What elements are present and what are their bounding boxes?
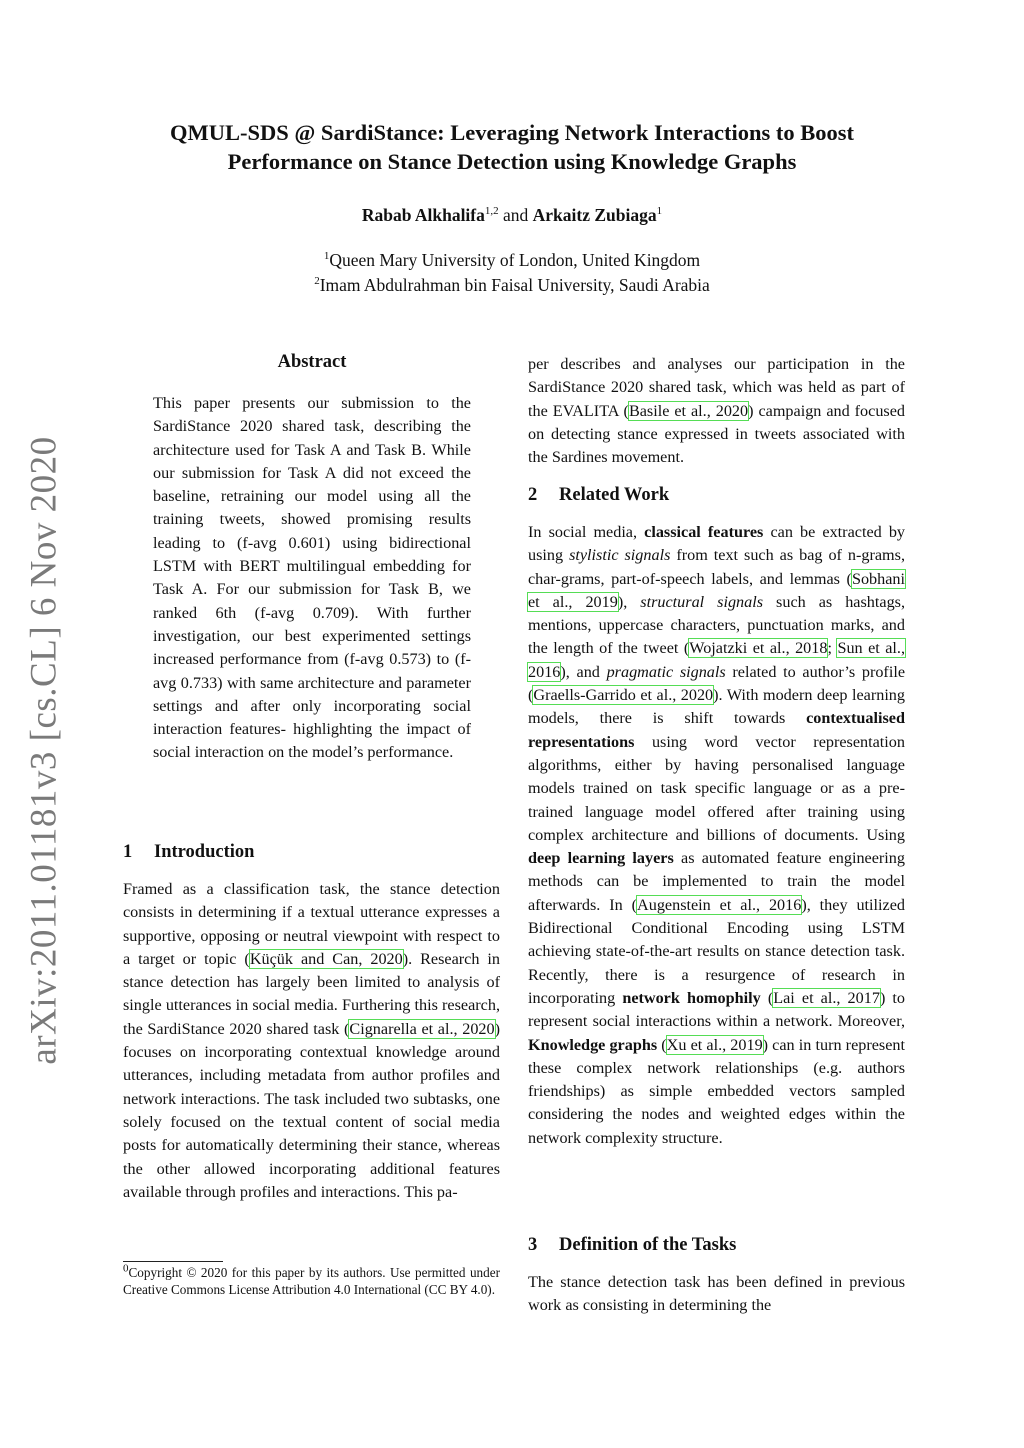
arxiv-id: arXiv:2011.01181v3 [cs.CL] 6 Nov 2020 <box>23 435 65 1065</box>
text-run: ), they utilized Bidirectional Conditional Encoding using LSTM achieving state-of-the-art results on stance detection task. Recently, there is a resurgence of research in incorporating <box>528 895 905 1007</box>
section-number: 1 <box>123 842 133 862</box>
italic-term: structural signals <box>640 592 764 611</box>
citation-link[interactable]: Basile et al., 2020 <box>628 401 749 420</box>
text-run: ) can in turn represent these complex network relationships (e.g. authors friendships) as simple embedded vectors sampled considering the nodes and weighted edges within the network complexity structure. <box>528 1035 906 1147</box>
bold-term: deep learning layers <box>528 849 674 868</box>
text-run: as automated feature engineering methods can be implemented to train the model afterwards. In ( <box>528 849 905 914</box>
section-tasks-heading <box>528 1235 736 1256</box>
citation-link[interactable]: Graells-Garrido et al., 2020 <box>533 686 714 705</box>
italic-term: pragmatic signals <box>606 662 726 681</box>
section-number: 3 <box>528 1235 538 1255</box>
text-run: ), <box>617 592 641 611</box>
affiliation-2-mark: 2 <box>314 275 320 288</box>
text-run: ). With modern deep learning models, there is shift towards <box>528 686 905 728</box>
footnote-mark: 0 <box>123 1262 129 1275</box>
footnote-text: Copyright © 2020 for this paper by its authors. Use permitted under Creative Commons License Attribution 4.0 International (CC BY 4.0). <box>123 1265 500 1297</box>
section-title: Introduction <box>154 842 255 862</box>
citation-link[interactable]: Lai et al., 2017 <box>773 988 880 1007</box>
bold-term: network homophily <box>622 988 761 1007</box>
abstract-body: This paper presents our submission to the SardiStance 2020 shared task, describing the architecture used for Task A and Task B. While our submission for Task A did not exceed the baseline, retraining our model using all the training tweets, showed promising results leading to (f-avg 0.601) using bidirectional LSTM with BERT multilingual embedding for Task A. For our submission for Task B, we ranked 6th (f-avg 0.709). With further investigation, our best experimented settings increased performance from (f-avg 0.573) to (f-avg 0.733) with same architecture and parameter settings and after only incorporating social interaction features- highlighting the impact of social interaction on the model’s performance. <box>153 394 471 762</box>
affiliation-1-name: Queen Mary University of London, United Kingdom <box>329 250 701 270</box>
citation-link[interactable]: Sun et al., 2016 <box>528 639 905 681</box>
title-line-2: Performance on Stance Detection using Knowledge Graphs <box>227 149 797 174</box>
bold-term: Knowledge graphs <box>528 1035 658 1054</box>
title-line-1: QMUL-SDS @ SardiStance: Leveraging Network Interactions to Boost <box>169 120 854 145</box>
abstract-heading: Abstract <box>277 352 347 372</box>
paper-title <box>100 118 924 176</box>
author-2-affiliation-mark: 1 <box>656 205 663 218</box>
text-run: ) focuses on incorporating contextual knowledge around utterances, including metadata from author profiles and network interactions. The task included two subtasks, one solely focused on the textual content of social media posts for automatically determining their stance, whereas the other allowed incorporating additional features available through profiles and interactions. This pa- <box>123 1019 500 1201</box>
text-run: using word vector representation algorithms, either by having personalised language models trained on task specific language or as a pre-trained language model offered after training using complex architecture and billions of documents. Using <box>528 732 905 844</box>
section-related-work-heading <box>528 485 669 506</box>
text-run: Framed as a classification task, the stance detection consists in determining if a textual utterance expresses a supportive, opposing or neutral viewpoint with respect to a target or topic ( <box>123 880 500 968</box>
bold-term: contextualised representations <box>528 709 905 751</box>
text-run: ). Research in stance detection has largely been limited to analysis of single utterances in social media. Furthering this research, the SardiStance 2020 shared task ( <box>123 949 500 1038</box>
related-work-paragraph <box>528 521 905 1150</box>
text-run: can be extracted by using <box>528 523 906 565</box>
citation-link[interactable]: Cignarella et al., 2020 <box>349 1019 495 1038</box>
introduction-continuation <box>528 353 905 469</box>
introduction-paragraph <box>123 878 500 1204</box>
text-run: related to author’s profile ( <box>528 662 906 705</box>
author-1-affiliation-mark: 1,2 <box>484 205 499 218</box>
citation-link[interactable]: Wojatzki et al., 2018 <box>689 639 828 658</box>
text-run: ) to represent social interactions within a network. Moreover, <box>528 988 906 1031</box>
citation-link[interactable]: Sobhani et al., 2019 <box>528 569 905 611</box>
affiliation-1-mark: 1 <box>323 250 330 263</box>
citation-link[interactable]: Küçük and Can, 2020 <box>249 949 403 968</box>
citation-link[interactable]: Xu et al., 2019 <box>666 1035 763 1054</box>
italic-term: stylistic signals <box>569 546 671 565</box>
text-run: In social media, <box>528 523 645 541</box>
arxiv-sidebar-stamp <box>14 435 74 1065</box>
text-run: such as hashtags, mentions, uppercase characters, punctuation marks, and the length of the tweet ( <box>528 592 906 658</box>
affiliation-1 <box>100 248 924 273</box>
text-run: ( <box>760 988 774 1007</box>
text-run: ) campaign and focused on detecting stance expressed in tweets associated with the Sardines movement. <box>528 401 906 467</box>
author-2: Arkaitz Zubiaga <box>532 205 657 225</box>
section-title: Definition of the Tasks <box>559 1235 737 1255</box>
affiliation-2-name: Imam Abdulrahman bin Faisal University, Saudi Arabia <box>319 275 710 295</box>
author-conjunction: and <box>503 205 529 225</box>
affiliation-2 <box>100 273 924 298</box>
text-run: ), and <box>560 662 607 681</box>
section-title: Related Work <box>559 485 670 505</box>
footnote-divider <box>123 1261 223 1262</box>
text-run: from text such as bag of n-grams, char-grams, part-of-speech labels, and lemmas ( <box>528 546 905 588</box>
text-run: per describes and analyses our participation in the SardiStance 2020 shared task, which was held as part of the EVALITA ( <box>528 355 905 420</box>
tasks-paragraph: The stance detection task has been defined in previous work as consisting in determining the <box>528 1273 905 1315</box>
text-run: ( <box>657 1035 667 1054</box>
copyright-footnote <box>123 1264 500 1298</box>
citation-link[interactable]: Augenstein et al., 2016 <box>637 895 802 914</box>
bold-term: classical features <box>644 523 764 541</box>
affiliations <box>100 248 924 298</box>
section-introduction-heading <box>123 842 254 863</box>
section-number: 2 <box>528 485 538 505</box>
author-list <box>100 205 924 226</box>
author-1: Rabab Alkhalifa <box>361 205 485 225</box>
text-run: ; <box>827 639 838 658</box>
